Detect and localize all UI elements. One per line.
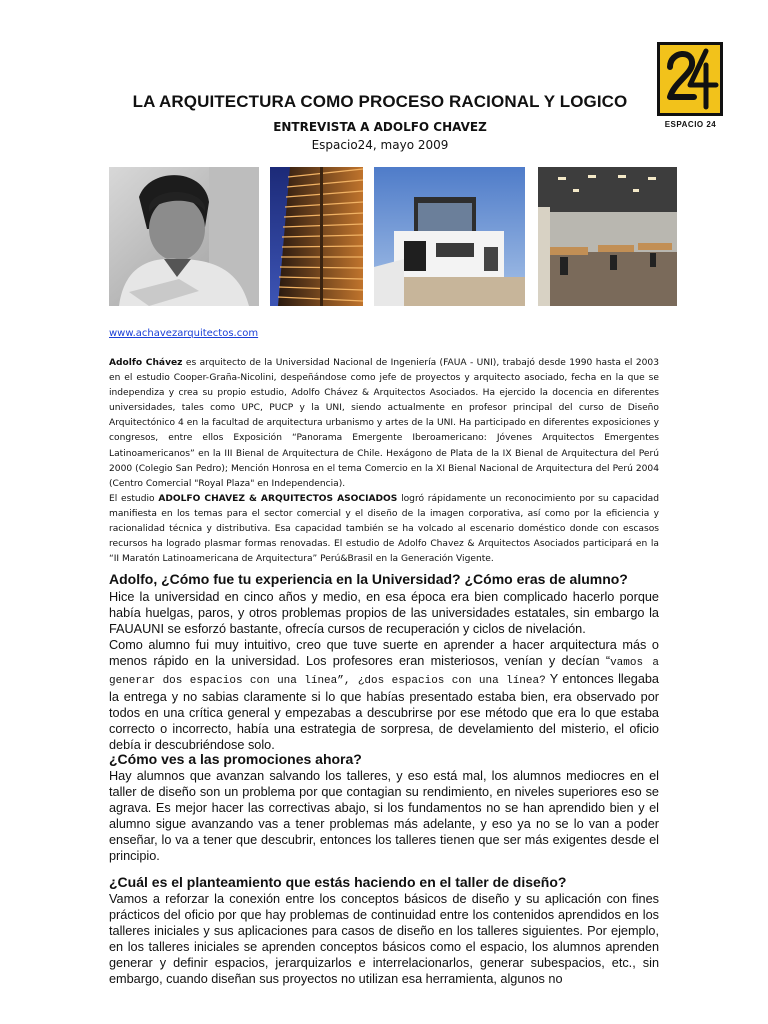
answer-1-text-pre: Como alumno fui muy intuitivo, creo que tuve suerte en aprender a hacer arquitectura más o menos rápido en la universidad. Los profesores eran misteriosos, venían y decían “: [109, 638, 659, 668]
bio-paragraph-1: [109, 356, 659, 492]
question-3: ¿Cuál es el planteamiento que estás haciendo en el taller de diseño?: [109, 874, 567, 890]
answer-1-text-post: Y entonces llegaba la entrega y no sabias claramente si lo que habías presentado estaba bien, era observado por todos en una crítica general y empezabas a descubrirse por ese método que era lo que estaba correcto o incorrecto, había una estrategia de sorpresa, de develamiento del misterio, el oficio debía ir descubriéndose solo.: [109, 672, 659, 752]
bio-text-2: logró rápidamente un reconocimiento por su capacidad manifiesta en los temas para el sector comercial y el diseño de la imagen corporativa, así como por la eficiencia y racionalidad técnica y distributiva. Esa capacidad también se ha volcado al escenario doméstico donde con escasos recursos ha logrado plasmar formas renovadas. El estudio de Adolfo Chavez & Arquitectos Asociados participará en la “II Maratón Latinoamericana de Arquitectura” Perú&Brasil en la Generación Vigente.: [109, 493, 659, 565]
publication-date: Espacio24, mayo 2009: [311, 138, 449, 152]
answer-1: [109, 589, 659, 753]
logo-24-icon: [660, 45, 720, 113]
bio-text-1: es arquitecto de la Universidad Nacional de Ingeniería (FAUA - UNI), trabajó desde 1990 hasta el 2003 en el estudio Cooper-Graña-Nicolini, despeñándose como jefe de proyectos y arquitecto asociado, fecha en la que se independiza y crea su propio estudio, Adolfo Chávez & Arquitectos Asociados. Ha ejercido la docencia en diferentes universidades, tales como UPC, PUCP y la UNI, siendo actualmente en profesor principal del curso de Diseño Arquitectónico 4 en la facultad de arquitectura urbanismo y artes de la UNI. Ha participado en diferentes exposiciones y congresos, entre ellos Exposición “Panorama Emergente Iberoamericano: Jóvenes Arquitectos Emergentes Latinoamericanos” en la III Bienal de Arquitectura de Chile. Hexágono de Plata de la IX Bienal de Arquitectura del Perú 2000 (Colegio San Pedro); Mención Honrosa en el tema Comercio en la XI Bienal Nacional de Arquitectura del Perú 2004 (Centro Comercial "Royal Plaza" en Independencia).: [109, 358, 659, 489]
website-link[interactable]: www.achavezarquitectos.com: [109, 328, 259, 339]
logo-caption: ESPACIO 24: [664, 120, 717, 129]
bio-section: [109, 356, 659, 567]
portrait-photo: [109, 167, 259, 306]
espacio24-logo: [653, 42, 728, 132]
page-title: LA ARQUITECTURA COMO PROCESO RACIONAL Y LOGICO: [132, 92, 628, 111]
logo-mark: [657, 42, 723, 116]
house-photo: [374, 167, 525, 306]
answer-2: Hay alumnos que avanzan salvando los talleres, y eso está mal, los alumnos mediocres en el taller de diseño son un problema por que contagian su rendimiento, en niveles superiores eso se agrava. Es mejor hacer las correctivas abajo, si los fundamentos no se han aprendido bien y el alumno sigue avanzando vas a tener problemas más adelante, y eso ya no se lo van a poder enseñar, lo va a tener que descubrir, entonces los talleres tienen que ser más exigentes desde el principio.: [109, 769, 659, 863]
answer-1-quote: vamos a generar dos espacios con una línea”, ¿dos espacios con una línea?: [109, 657, 660, 687]
question-2: ¿Cómo ves a las promociones ahora?: [109, 751, 362, 767]
studio-name: ADOLFO CHAVEZ & ARQUITECTOS ASOCIADOS: [158, 493, 398, 504]
bio-text-2-pre: El estudio: [109, 493, 159, 504]
bio-paragraph-2: [109, 492, 659, 567]
answer-3: Vamos a reforzar la conexión entre los conceptos básicos de diseño y su aplicación con fines prácticos del oficio por que hay problemas de continuidad entre los contenidos aprendidos en los talleres iniciales y sus aplicaciones para casos de diseño en los talleres siguientes. Por ejemplo, en los talleres iniciales se aprenden conceptos básicos como el espacio, los alumnos aprenden generar y definir espacios, jerarquizarlos e interrelacionarlos, generar subespacios, etc., sin embargo, cuando diseñan sus proyectos no utilizan esa herramienta, algunos no: [109, 892, 659, 986]
bio-name: Adolfo Chávez: [109, 358, 183, 368]
answer-1-paragraph-2: [109, 637, 659, 753]
page-subtitle: ENTREVISTA A ADOLFO CHAVEZ: [273, 120, 487, 134]
building-facade-photo: [270, 167, 363, 306]
office-interior-photo: [538, 167, 677, 306]
question-1: Adolfo, ¿Cómo fue tu experiencia en la Universidad? ¿Cómo eras de alumno?: [109, 571, 628, 587]
answer-1-paragraph-1: Hice la universidad en cinco años y medio, en esa época era bien complicado hacerlo porque había huelgas, paros, y otros problemas propios de las universidades estatales, sin embargo la FAUAUNI se esforzó bastante, ofrecía cursos de recuperación y ciclos de nivelación.: [109, 590, 659, 636]
